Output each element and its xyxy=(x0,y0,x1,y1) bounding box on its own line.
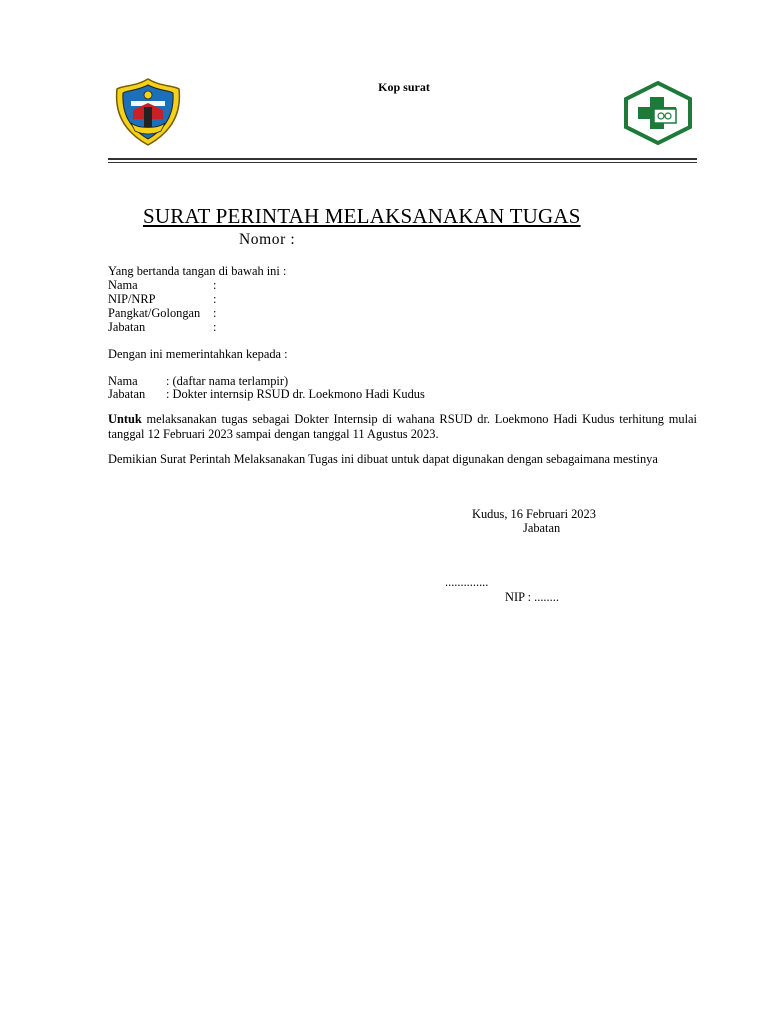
signer-intro: Yang bertanda tangan di bawah ini : xyxy=(108,264,287,278)
field-colon: : xyxy=(213,320,217,334)
field-label-pangkat: Pangkat/Golongan xyxy=(108,306,201,320)
recipient-jabatan-value: : Dokter internsip RSUD dr. Loekmono Hadi Kudus xyxy=(166,387,425,401)
signature-position: Jabatan xyxy=(523,521,561,535)
recipient-nama-label: Nama xyxy=(108,374,138,388)
recipient-jabatan-label: Jabatan xyxy=(108,387,146,401)
signature-name-placeholder: .............. xyxy=(445,575,489,589)
field-colon: : xyxy=(213,292,217,306)
field-colon: : xyxy=(213,278,217,292)
field-colon: : xyxy=(213,306,217,320)
task-text: melaksanakan tugas sebagai Dokter Internsip di wahana RSUD dr. Loekmono Hadi Kudus terhitung mulai tanggal 12 Februari 2023 sampai dengan tanggal 11 Agustus 2023. xyxy=(108,412,697,441)
signature-nip: NIP : ........ xyxy=(505,590,559,604)
closing-paragraph: Demikian Surat Perintah Melaksanakan Tugas ini dibuat untuk dapat digunakan dengan sebagaimana mestinya xyxy=(108,452,658,466)
header-divider-thick xyxy=(108,158,697,160)
puskesmas-green-cross-icon xyxy=(624,81,692,145)
letter-number: Nomor : xyxy=(239,231,296,248)
header-divider-thin xyxy=(108,162,697,163)
letterhead-label: Kop surat xyxy=(378,80,430,94)
field-label-nama: Nama xyxy=(108,278,138,292)
task-lead: Untuk xyxy=(108,412,142,426)
recipient-nama-value: : (daftar nama terlampir) xyxy=(166,374,289,388)
letter-title: SURAT PERINTAH MELAKSANAKAN TUGAS xyxy=(143,204,581,228)
task-paragraph xyxy=(108,412,697,442)
field-label-nip: NIP/NRP xyxy=(108,292,156,306)
order-intro: Dengan ini memerintahkan kepada : xyxy=(108,347,288,361)
signature-place-date: Kudus, 16 Februari 2023 xyxy=(472,507,596,521)
field-label-jabatan: Jabatan xyxy=(108,320,146,334)
